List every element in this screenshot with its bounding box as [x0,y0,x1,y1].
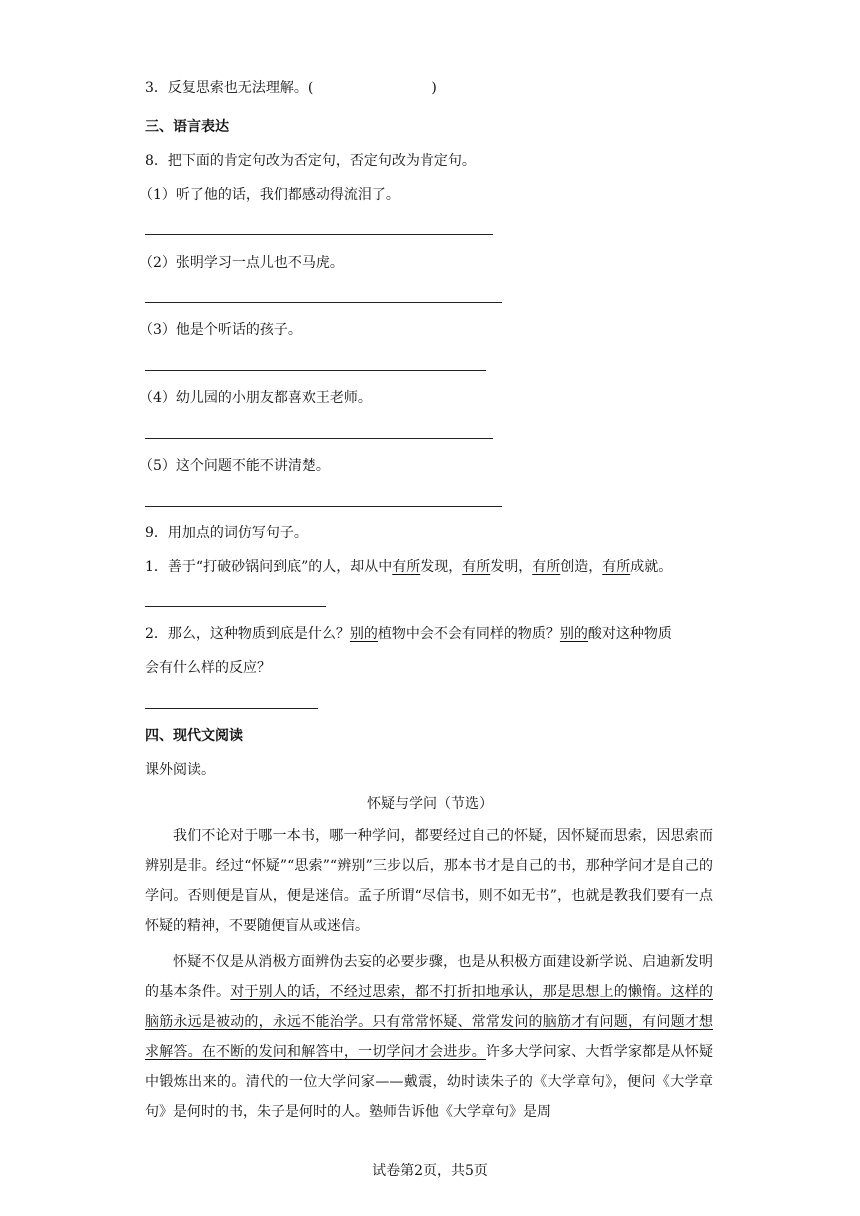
q9-s1-part: 创造， [560,559,603,575]
q9-s1-dotted-word: 有所 [602,559,631,575]
q9-sentence-2 [145,624,672,644]
q8-answer-line-4[interactable] [145,438,493,439]
q8-answer-line-2[interactable] [145,302,502,303]
page-footer: 试卷第2页，共5页 [372,1163,488,1179]
passage-p2-lead: 怀疑不仅是从消极方面辨伪去妄的必要步骤，也是从积极方面建设新学说、启迪新发明的基本条件。 [145,954,713,1000]
passage-paragraph-2 [145,947,713,1127]
q9-s1-part: 发现， [420,559,463,575]
q9-s2-part: 2．那么，这种物质到底是什么？ [145,626,350,642]
q9-s1-dotted-word: 有所 [392,559,421,575]
passage-p2-underlined: 对于别人的话，不经过思索，都不打折扣地承认，那是思想上的懒惰。这样的脑筋永远是被动的，永远不能治学。只有常常怀疑、常常发问的脑筋才有问题，有问题才想求解答。在不断的发问和解答中，一切学问才会进步。 [145,984,714,1060]
q9-s1-dotted-word: 有所 [462,559,491,575]
q9-s2-dotted-word: 别的 [559,626,588,642]
reading-intro: 课外阅读。 [145,762,215,778]
q8-answer-line-5[interactable] [145,506,502,507]
q9-s1-part: 成就。 [630,559,673,575]
q8-item-2: （2）张明学习一点儿也不马虎。 [139,255,344,271]
section-4-heading: 四、现代文阅读 [145,728,243,744]
question-9-prompt: 9．用加点的词仿写句子。 [145,525,308,541]
question-3-close: ) [431,80,437,96]
q8-item-4: （4）幼儿园的小朋友都喜欢王老师。 [139,390,372,406]
question-8-prompt: 8．把下面的肯定句改为否定句，否定句改为肯定句。 [145,153,476,169]
q8-answer-line-3[interactable] [145,370,486,371]
question-3-text: 3．反复思索也无法理解。( [145,80,314,96]
q8-item-1: （1）听了他的话，我们都感动得流泪了。 [139,187,400,203]
passage-body [145,821,713,1133]
q9-s2-dotted-word: 别的 [349,626,378,642]
passage-p2-rest: 许多大学问家、大哲学家都是从怀疑中锻炼出来的。清代的一位大学问家——戴震，幼时读朱子的《大学章句》，便问《大学章句》是何时的书，朱子是何时的人。塾师告诉他《大学章句》是周 [145,1044,713,1120]
q9-sentence-2-line-2: 会有什么样的反应？ [145,660,271,676]
q9-answer-line-1[interactable] [145,606,326,607]
section-3-heading: 三、语言表达 [145,119,229,135]
q9-s1-part: 发明， [490,559,533,575]
q9-s1-dotted-word: 有所 [532,559,561,575]
q9-s1-part: 1．善于“打破砂锅问到底”的人，却从中 [145,559,393,575]
question-3 [145,78,437,98]
q8-item-5: （5）这个问题不能不讲清楚。 [139,458,330,474]
q8-item-3: （3）他是个听话的孩子。 [139,322,302,338]
q9-sentence-1 [145,557,672,577]
q8-answer-line-1[interactable] [145,234,493,235]
passage-title: 怀疑与学问（节选） [367,796,493,812]
passage-paragraph-1: 我们不论对于哪一本书，哪一种学问，都要经过自己的怀疑，因怀疑而思索，因思索而辨别是非。经过“怀疑”“思索”“辨别”三步以后，那本书才是自己的书，那种学问才是自己的学问。否则便是盲从，便是迷信。孟子所谓“尽信书，则不如无书”，也就是教我们要有一点怀疑的精神，不要随便盲从或迷信。 [145,828,713,934]
q9-s2-part: 植物中会不会有同样的物质？ [377,626,560,642]
q9-s2-part: 酸对这种物质 [587,626,672,642]
q9-answer-line-2[interactable] [145,708,318,709]
